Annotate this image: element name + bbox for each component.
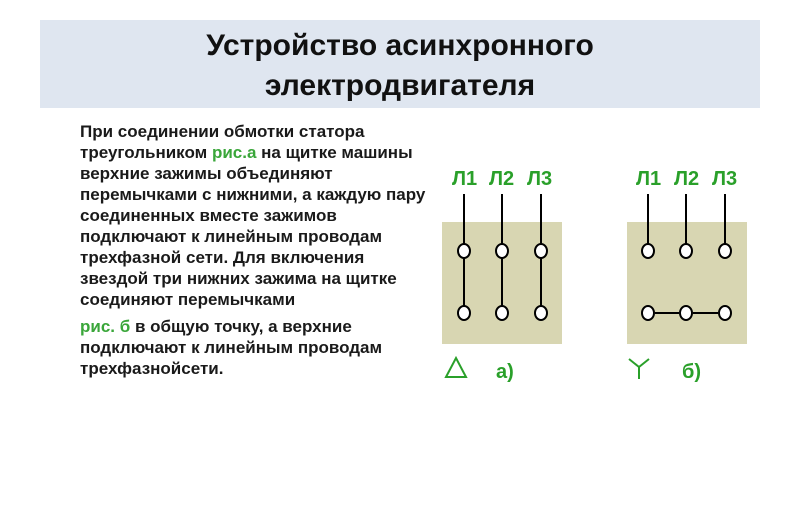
figure-b-l2-label: Л2 — [674, 168, 700, 190]
figure-a-l2-label: Л2 — [489, 168, 515, 190]
figure-b-l3-label: Л3 — [712, 168, 738, 190]
p2-text: в общую точку, а верхние подключают к линейным проводам трехфазнойсети. — [80, 317, 383, 378]
figure-b-label: б) — [682, 361, 702, 383]
delta-symbol-icon — [446, 358, 466, 377]
figure-a-l1-label: Л1 — [452, 168, 478, 190]
figure-b-terminal-top-2 — [680, 244, 692, 258]
figure-b-reference: рис. б — [80, 317, 131, 336]
figure-a-terminal-top-2 — [496, 244, 508, 258]
figure-b-terminal-bottom-2 — [680, 306, 692, 320]
figure-a-terminal-bottom-2 — [496, 306, 508, 320]
figure-a-terminal-top-1 — [458, 244, 470, 258]
star-symbol-icon — [629, 359, 649, 379]
figure-a-terminal-bottom-1 — [458, 306, 470, 320]
figure-b-terminal-bottom-3 — [719, 306, 731, 320]
figure-a-terminal-bottom-3 — [535, 306, 547, 320]
figure-b-terminal-top-3 — [719, 244, 731, 258]
figure-a-reference: рис.а — [211, 143, 257, 162]
figure-b-terminal-top-1 — [642, 244, 654, 258]
figure-a-label: а) — [496, 361, 514, 383]
figure-b-l1-label: Л1 — [636, 168, 662, 190]
figure-a-l3-label: Л3 — [527, 168, 553, 190]
title-line-1: Устройство асинхронного — [206, 29, 594, 62]
p1-text-end: на щитке машины верхние зажимы объединяют перемычками с нижними, а каждую пару соединенных вместе зажимов подключают к линейным проводам трехфазной сети. Для включения звездой три нижних зажима на щитке соединяют перемычками — [80, 143, 426, 309]
title-line-2: электродвигателя — [264, 69, 536, 102]
figure-b-terminal-bottom-1 — [642, 306, 654, 320]
figure-a-terminal-top-3 — [535, 244, 547, 258]
p1-text-start: При соединении обмотки статора треугольником — [80, 122, 365, 162]
